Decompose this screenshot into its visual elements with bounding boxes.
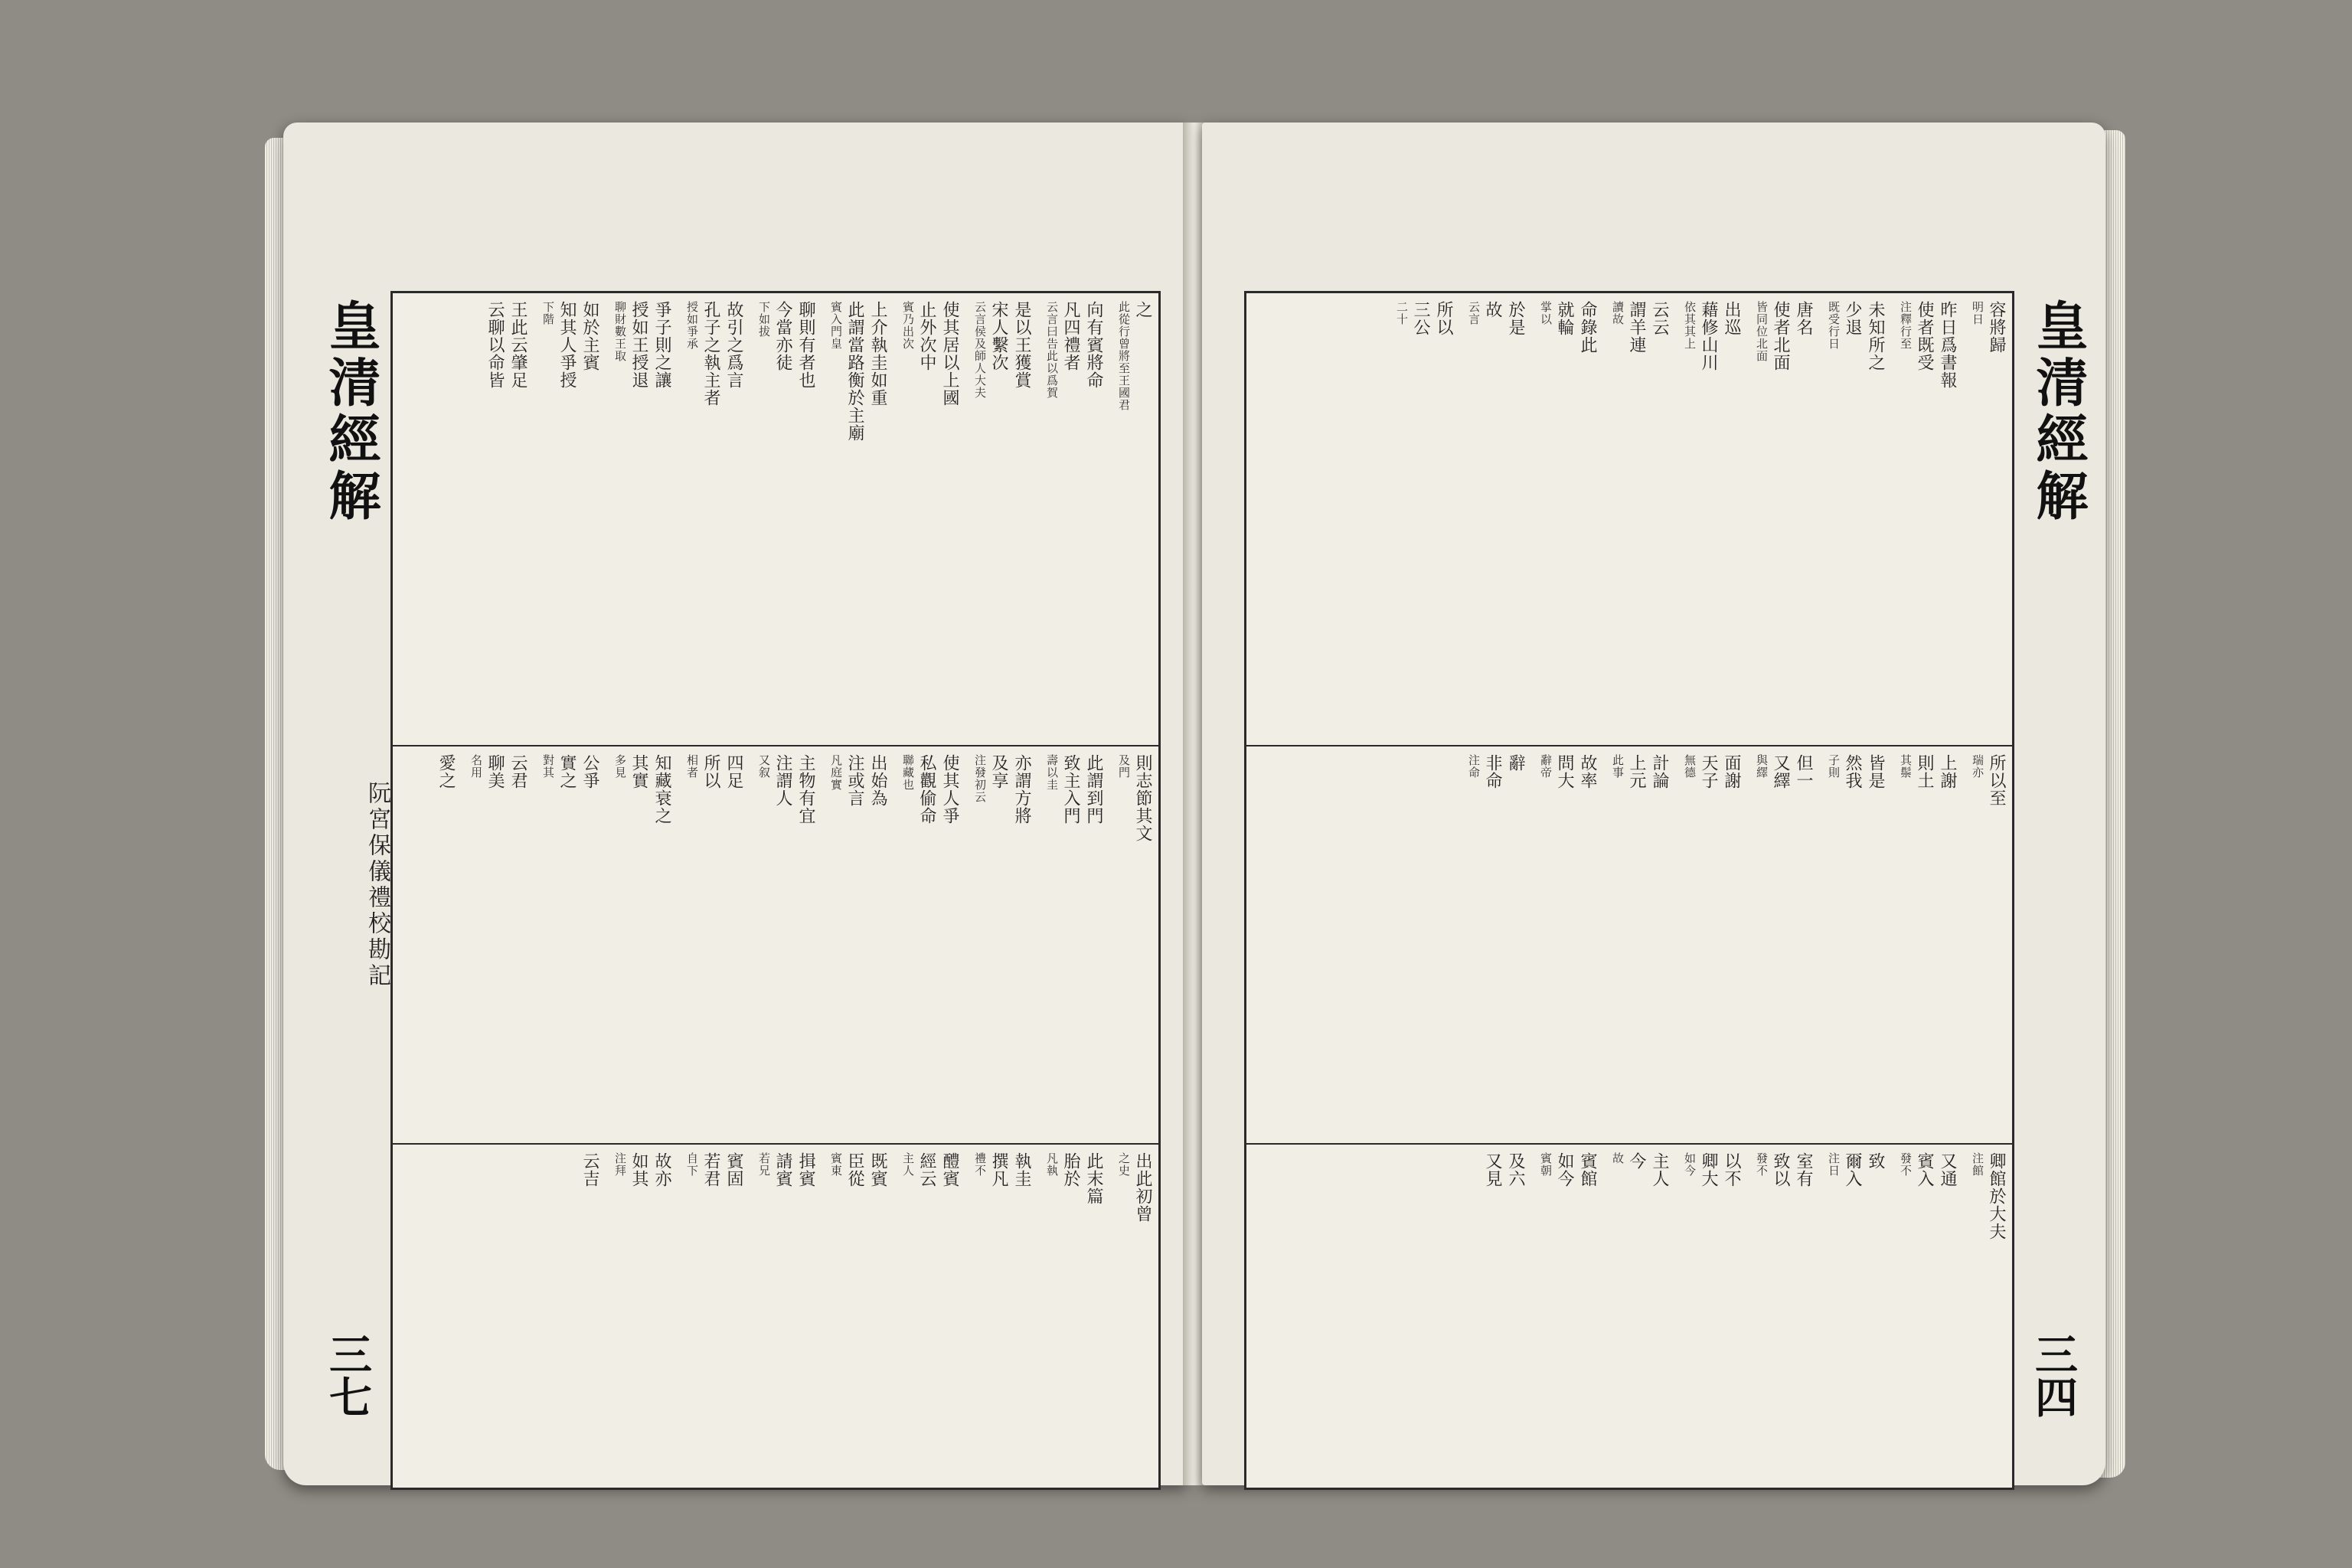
- text-column: 注謂人: [773, 754, 792, 807]
- text-column: 故引之爲言: [724, 301, 743, 389]
- text-column: 云言: [1467, 301, 1481, 325]
- text-column: 然我: [1843, 754, 1862, 789]
- text-column: 下如拔: [757, 301, 771, 338]
- text-column: 天子: [1699, 754, 1718, 789]
- text-column: 其鬃: [1899, 754, 1913, 779]
- text-column: 云君: [508, 754, 528, 789]
- text-column: 則土: [1915, 754, 1934, 789]
- text-column: 以不: [1722, 1152, 1741, 1187]
- text-column: 凡四禮者: [1061, 301, 1080, 371]
- text-column: 就輪: [1555, 301, 1574, 336]
- text-column: 上元: [1627, 754, 1646, 789]
- text-column: 及享: [989, 754, 1008, 789]
- text-column: 凡執: [1045, 1152, 1059, 1177]
- text-column: 賓固: [724, 1152, 743, 1187]
- left-band-bottom: [393, 1145, 1158, 1485]
- text-column: 賓東: [829, 1152, 843, 1177]
- text-column: 聊美: [485, 754, 505, 789]
- text-column: 致主入門: [1061, 754, 1080, 825]
- text-column: 發不: [1899, 1152, 1913, 1177]
- text-column: 云言曰告此以爲賀: [1045, 301, 1059, 399]
- text-column: 面謝: [1722, 754, 1741, 789]
- text-column: 唐名: [1794, 301, 1813, 336]
- left-band-top: [393, 293, 1158, 746]
- text-column: 問大: [1555, 754, 1574, 789]
- text-column: 名用: [469, 754, 483, 779]
- text-column: 使者既受: [1915, 301, 1934, 371]
- text-column: 如今: [1683, 1152, 1697, 1177]
- text-column: 宋人繫次: [989, 301, 1008, 371]
- text-column: 賓乃出次: [901, 301, 915, 350]
- text-column: 昨日爲書報: [1938, 301, 1957, 389]
- text-column: 撰凡: [989, 1152, 1008, 1187]
- right-page-number: 三四: [2028, 1332, 2079, 1418]
- text-column: 於是: [1506, 301, 1525, 336]
- text-column: 注釋行至: [1899, 301, 1913, 350]
- left-band-middle: [393, 746, 1158, 1145]
- right-band-middle: [1246, 746, 2012, 1145]
- text-column: 又繹: [1771, 754, 1790, 789]
- text-column: 謂羊連: [1627, 301, 1646, 354]
- text-column: 則志節其文: [1133, 754, 1152, 842]
- text-column: 又叙: [757, 754, 771, 779]
- text-column: 此事: [1611, 754, 1625, 779]
- text-column: 注館: [1971, 1152, 1984, 1177]
- right-margin-title: 皇清經解: [2027, 299, 2089, 525]
- text-column: 醴賓: [940, 1152, 959, 1187]
- text-column: 所以: [701, 754, 720, 789]
- text-column: 但一: [1794, 754, 1813, 789]
- text-column: 下階: [541, 301, 555, 325]
- text-column: 故亦: [652, 1152, 671, 1187]
- text-column: 爾入: [1843, 1152, 1862, 1187]
- text-column: 致: [1866, 1152, 1885, 1170]
- text-column: 多見: [613, 754, 627, 779]
- text-column: 云吉: [580, 1152, 599, 1187]
- text-column: 壽以圭: [1045, 754, 1059, 791]
- text-column: 如其: [629, 1152, 648, 1187]
- text-column: 注發初云: [973, 754, 987, 803]
- text-column: 知其人爭授: [557, 301, 577, 389]
- text-column: 主物有宜: [796, 754, 815, 825]
- text-column: 禮不: [973, 1152, 987, 1177]
- text-column: 授如爭承: [685, 301, 699, 350]
- text-column: 爭子則之讓: [652, 301, 671, 389]
- text-column: 依其其上: [1683, 301, 1697, 350]
- text-column: 對其: [541, 754, 555, 779]
- text-column: 使其人爭: [940, 754, 959, 825]
- text-column: 主人: [901, 1152, 915, 1177]
- open-book: [276, 69, 2113, 1524]
- text-column: 此謂當路衡於主廟: [845, 301, 864, 442]
- text-column: 如今: [1555, 1152, 1574, 1187]
- text-column: 聊則有者也: [796, 301, 815, 389]
- text-column: 公爭: [580, 754, 599, 789]
- text-column: 之史: [1117, 1152, 1131, 1177]
- text-column: 揖賓: [796, 1152, 815, 1187]
- text-column: 故率: [1578, 754, 1597, 789]
- text-column: 讀故: [1611, 301, 1625, 325]
- text-column: 賓入門皇: [829, 301, 843, 350]
- text-column: 愛之: [436, 754, 456, 789]
- text-column: 所以至: [1987, 754, 2006, 807]
- text-column: 王此云肇足: [508, 301, 528, 389]
- text-column: 所以: [1434, 301, 1453, 336]
- text-column: 注日: [1827, 1152, 1841, 1177]
- text-column: 又見: [1483, 1152, 1502, 1187]
- text-column: 知藏衰之: [652, 754, 671, 825]
- text-column: 使者北面: [1771, 301, 1790, 371]
- text-column: 辭: [1506, 754, 1525, 772]
- text-column: 無德: [1683, 754, 1697, 779]
- text-column: 致以: [1771, 1152, 1790, 1187]
- text-column: 此末篇: [1084, 1152, 1103, 1205]
- text-column: 執圭: [1012, 1152, 1031, 1187]
- text-column: 出巡: [1722, 301, 1741, 336]
- text-column: 容將歸: [1987, 301, 2006, 354]
- text-column: 皆是: [1866, 754, 1885, 789]
- text-column: 孔子之執主者: [701, 301, 720, 407]
- text-column: 及門: [1117, 754, 1131, 779]
- text-column: 聯藏也: [901, 754, 915, 791]
- text-column: 之: [1133, 301, 1152, 318]
- left-page: [283, 122, 1187, 1485]
- text-column: 及六: [1506, 1152, 1525, 1187]
- text-column: 其實: [629, 754, 648, 789]
- text-column: 明日: [1971, 301, 1984, 325]
- text-column: 使其居以上國: [940, 301, 959, 407]
- text-column: 賓朝: [1539, 1152, 1553, 1177]
- text-column: 賓入: [1915, 1152, 1934, 1187]
- right-page: [1202, 122, 2105, 1485]
- left-margin-title: 皇清經解: [320, 299, 381, 525]
- text-column: 藉修山川: [1699, 301, 1718, 371]
- text-column: 卿館於大夫: [1987, 1152, 2006, 1240]
- text-column: 今當亦徒: [773, 301, 792, 371]
- text-column: 注命: [1467, 754, 1481, 779]
- text-column: 經云: [917, 1152, 936, 1187]
- right-text-frame: [1244, 291, 2014, 1490]
- text-column: 授如王授退: [629, 301, 648, 389]
- text-column: 相者: [685, 754, 699, 779]
- text-column: 私觀偷命: [917, 754, 936, 825]
- text-column: 上謝: [1938, 754, 1957, 789]
- text-column: 三公: [1411, 301, 1430, 336]
- text-column: 出此初曾: [1133, 1152, 1152, 1223]
- text-column: 聊財數王取: [613, 301, 627, 362]
- text-column: 是以王獲賞: [1012, 301, 1031, 389]
- text-column: 注或言: [845, 754, 864, 807]
- text-column: 云云: [1650, 301, 1669, 336]
- text-column: 發不: [1755, 1152, 1769, 1177]
- text-column: 若兄: [757, 1152, 771, 1177]
- text-column: 上介執圭如重: [868, 301, 887, 407]
- text-column: 臣從: [845, 1152, 864, 1187]
- text-column: 請賓: [773, 1152, 792, 1187]
- text-column: 胎於: [1061, 1152, 1080, 1187]
- text-column: 計論: [1650, 754, 1669, 789]
- text-column: 與繹: [1755, 754, 1769, 779]
- text-column: 注拜: [613, 1152, 627, 1177]
- text-column: 今: [1627, 1152, 1646, 1170]
- right-band-top: [1246, 293, 2012, 746]
- left-margin-note: 阮宮保儀禮校勘記: [364, 781, 390, 989]
- text-column: 出始為: [868, 754, 887, 807]
- text-column: 既受行日: [1827, 301, 1841, 350]
- text-column: 故: [1611, 1152, 1625, 1165]
- text-column: 掌以: [1539, 301, 1553, 325]
- text-column: 若君: [701, 1152, 720, 1187]
- text-column: 二十: [1395, 301, 1409, 325]
- text-column: 子則: [1827, 754, 1841, 779]
- text-column: 未知所之: [1866, 301, 1885, 371]
- text-column: 自下: [685, 1152, 699, 1177]
- text-column: 止外次中: [917, 301, 936, 371]
- text-column: 卿大: [1699, 1152, 1718, 1187]
- right-band-bottom: [1246, 1145, 2012, 1485]
- text-column: 如於主賓: [580, 301, 599, 371]
- text-column: 命錄此: [1578, 301, 1597, 354]
- text-column: 非命: [1483, 754, 1502, 789]
- text-column: 云聊以命皆: [485, 301, 505, 389]
- left-page-number: 三七: [322, 1332, 373, 1418]
- text-column: 主人: [1650, 1152, 1669, 1187]
- text-column: 此謂到門: [1084, 754, 1103, 825]
- text-column: 向有賓將命: [1084, 301, 1103, 389]
- text-column: 皆同位北面: [1755, 301, 1769, 362]
- text-column: 此從行曾將至王國君: [1117, 301, 1131, 411]
- text-column: 既賓: [868, 1152, 887, 1187]
- text-column: 凡庭實: [829, 754, 843, 791]
- text-column: 少退: [1843, 301, 1862, 336]
- text-column: 四足: [724, 754, 743, 789]
- text-column: 室有: [1794, 1152, 1813, 1187]
- text-column: 賓館: [1578, 1152, 1597, 1187]
- text-column: 實之: [557, 754, 577, 789]
- text-column: 瑞亦: [1971, 754, 1984, 779]
- text-column: 云言侯及師人大夫: [973, 301, 987, 399]
- text-column: 辭帝: [1539, 754, 1553, 779]
- text-column: 亦謂方將: [1012, 754, 1031, 825]
- text-column: 故: [1483, 301, 1502, 318]
- text-column: 又通: [1938, 1152, 1957, 1187]
- left-text-frame: [390, 291, 1161, 1490]
